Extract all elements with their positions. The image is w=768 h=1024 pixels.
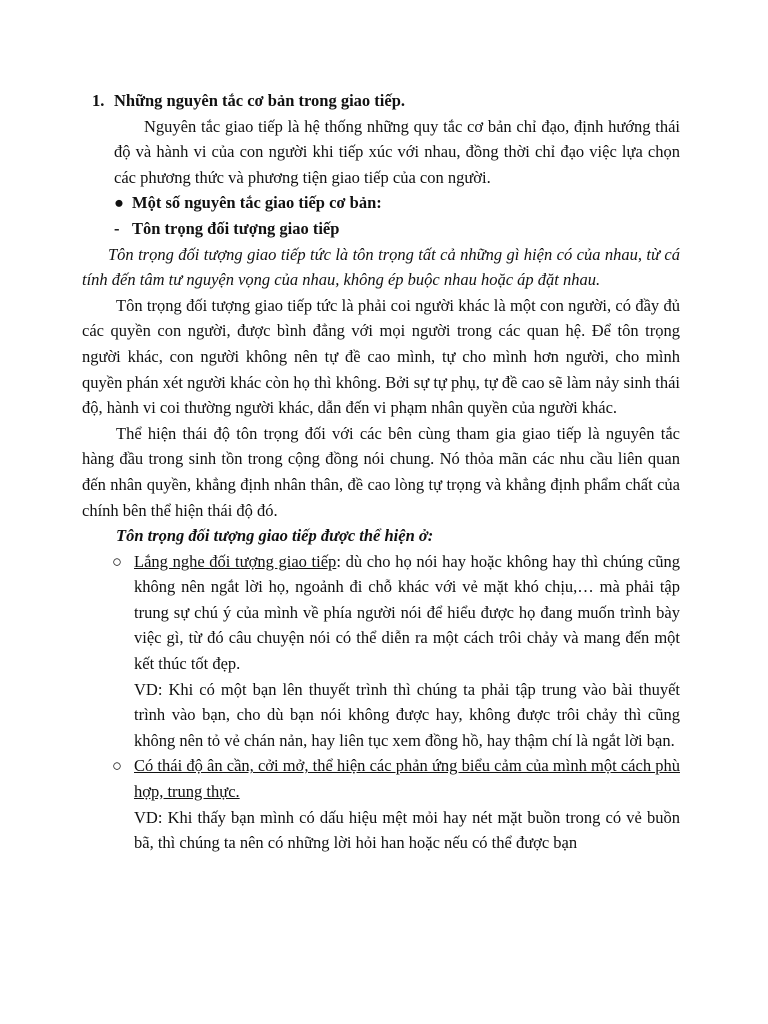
bullet-line <box>114 190 680 216</box>
paragraph-1: Tôn trọng đối tượng giao tiếp tức là phải coi người khác là một con người, có đầy đủ các quyền con người, được bình đẳng với mọi người trong các quan hệ. Để tôn trọng người khác, con người không nên tự đề cao mình, tự cho mình hơn người, cho mình quyền phán xét người khác còn họ thì không. Bởi sự tự phụ, tự đề cao sẽ làm nảy sinh thái độ, hành vi coi thường người khác, dẫn đến vi phạm nhân quyền của người khác. <box>82 295 680 418</box>
bullet-icon: ● <box>114 193 124 213</box>
circle-bullet-icon: ○ <box>112 551 122 571</box>
section-heading <box>92 88 680 114</box>
dash-text: Tôn trọng đối tượng giao tiếp <box>132 218 340 238</box>
subheading-italic: Tôn trọng đối tượng giao tiếp được thể hiện ở: <box>116 526 434 546</box>
dash-icon: - <box>114 218 120 238</box>
heading-number: 1. <box>92 91 105 110</box>
dash-line <box>114 216 680 242</box>
italic-paragraph: Tôn trọng đối tượng giao tiếp tức là tôn trọng tất cả những gì hiện có của nhau, từ cá tính đến tâm tư nguyện vọng của nhau, không ép buộc nhau hoặc áp đặt nhau. <box>82 244 680 290</box>
item1-example: VD: Khi có một bạn lên thuyết trình thì chúng ta phải tập trung vào bài thuyết trình vào bạn, cho dù bạn nói không được hay, không được trôi chảy thì cũng không nên tỏ vẻ chán nản, hay liên tục xem đồng hồ, hay thậm chí là ngắt lời bạn. <box>134 679 680 750</box>
bullet-text: Một số nguyên tắc giao tiếp cơ bản: <box>132 193 382 213</box>
item1-text: : dù cho họ nói hay hoặc không hay thì chúng cũng không nên ngắt lời họ, ngoảnh đi chỗ khác với vẻ mặt khó chịu,… mà phải tập trung sự chú ý của mình về phía người nói để hiểu được họ đang muốn trình bày việc gì, từ đó câu chuyện nói có thể diễn ra một cách trôi chảy và mang đến một kết thúc tốt đẹp. <box>134 551 681 674</box>
list-item <box>112 549 681 677</box>
list-item <box>112 753 680 804</box>
circle-bullet-icon: ○ <box>112 756 122 776</box>
paragraph-2: Thể hiện thái độ tôn trọng đối với các bên cùng tham gia giao tiếp là nguyên tắc hàng đầu trong sinh tồn trong cộng đồng nói chung. Nó thỏa mãn các nhu cầu liên quan đến nhân quyền, khẳng định nhân thân, đề cao lòng tự trọng và khẳng định phẩm chất của chính bên thể hiện thái độ đó. <box>82 423 680 520</box>
heading-text: Những nguyên tắc cơ bản trong giao tiếp. <box>114 91 406 110</box>
item1-title: Lắng nghe đối tượng giao tiếp <box>134 551 337 571</box>
item2-example: VD: Khi thấy bạn mình có dấu hiệu mệt mỏi hay nét mặt buồn trong có vẻ buồn bã, thì chúng ta nên có những lời hỏi han hoặc nếu có thể được bạn <box>134 807 680 853</box>
item2-title: Có thái độ ân cần, cởi mở, thể hiện các phản ứng biểu cảm của mình một cách phù hợp, trung thực. <box>134 756 680 802</box>
intro-paragraph: Nguyên tắc giao tiếp là hệ thống những quy tắc cơ bản chỉ đạo, định hướng thái độ và hành vi của con người khi tiếp xúc với nhau, đồng thời chỉ đạo việc lựa chọn các phương thức và phương tiện giao tiếp của con người. <box>114 116 680 187</box>
